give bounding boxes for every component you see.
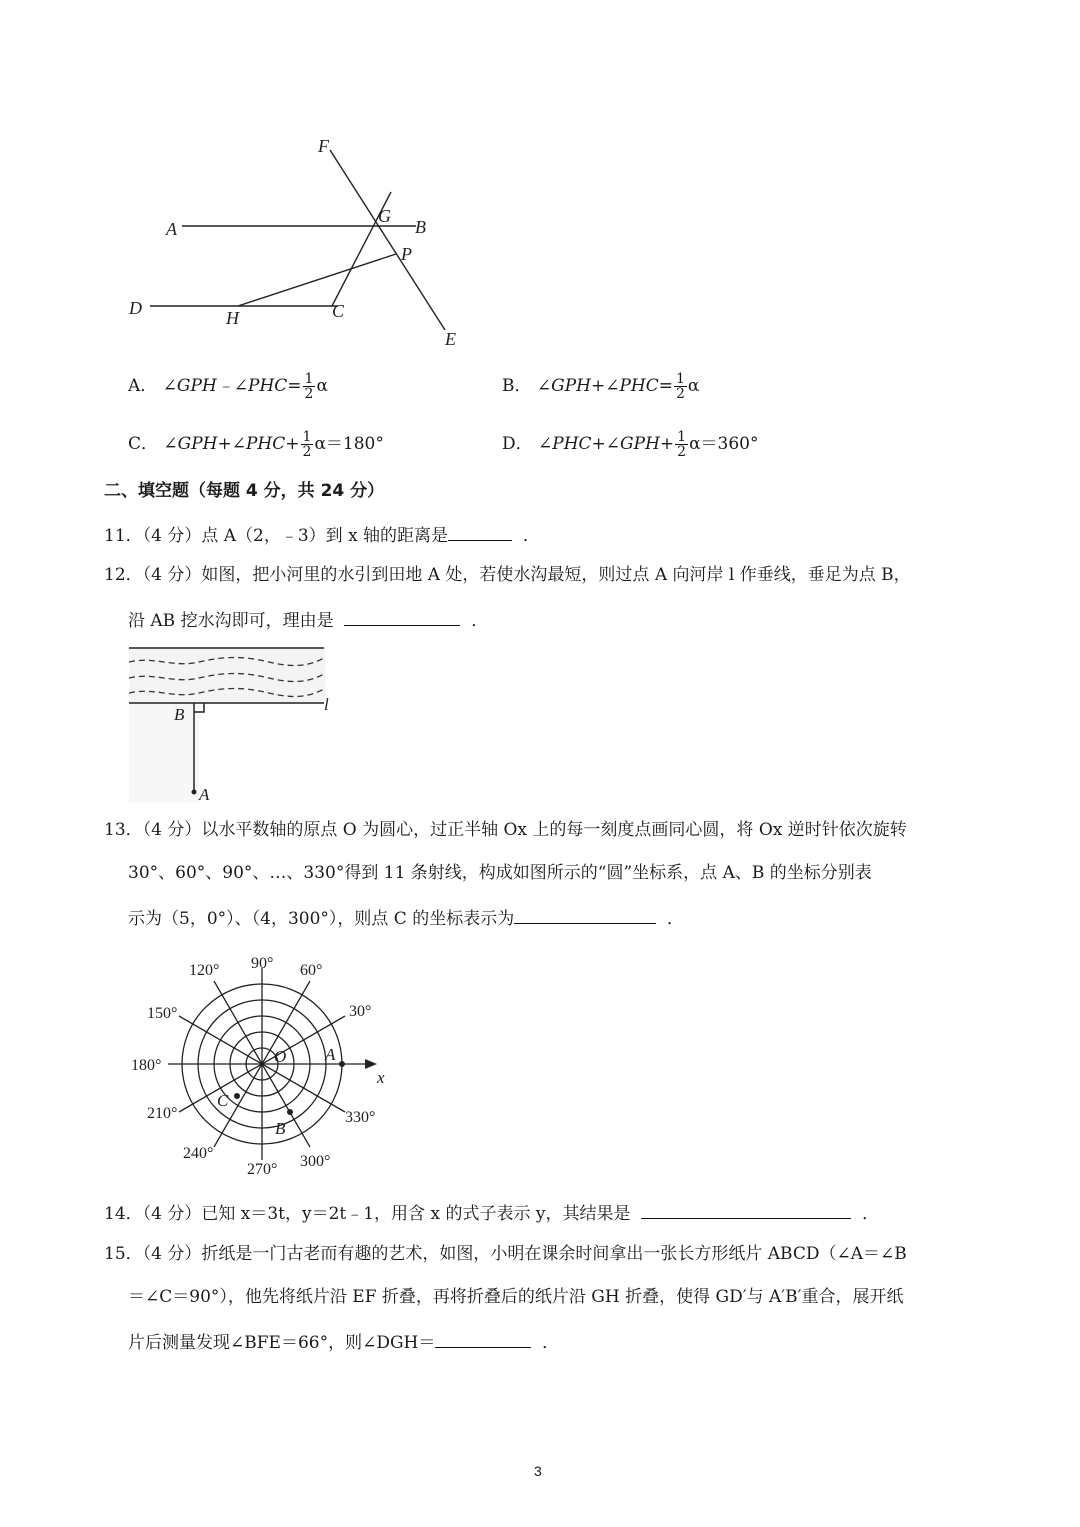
label-330: 330° (345, 1109, 376, 1126)
answer-blank[interactable] (641, 1200, 851, 1219)
choice-d-expr: ∠PHC+∠GPH+ (538, 434, 675, 454)
label-x: x (377, 1068, 385, 1087)
label-60: 60° (300, 962, 323, 979)
choice-a-expr: ∠GPH﹣∠PHC= (162, 376, 302, 396)
page-number: 3 (534, 1463, 542, 1479)
label-origin: O (274, 1047, 287, 1066)
label-h: H (226, 308, 239, 328)
label-g: G (378, 206, 391, 226)
label-c: C (332, 301, 345, 321)
section-heading: 二、填空题（每题 4 分，共 24 分） (104, 481, 385, 501)
line-fe (330, 150, 445, 330)
question-14: 14．（4 分）已知 x＝3t，y＝2t﹣1，用含 x 的式子表示 y，其结果是 ． (104, 1200, 879, 1225)
label-e: E (445, 329, 456, 349)
line-hp (238, 254, 396, 306)
label-270: 270° (247, 1161, 278, 1178)
choice-b-expr: ∠GPH+∠PHC= (536, 376, 673, 396)
figure-parallel-lines (120, 130, 480, 360)
choice-b: B． ∠GPH+∠PHC= $\frac{1}{2}$ α (502, 371, 700, 402)
label-b: B (275, 1119, 286, 1138)
answer-blank[interactable] (435, 1329, 531, 1348)
choice-c-expr: ∠GPH+∠PHC+ (163, 434, 300, 454)
question-12-line1: 12．（4 分）如图，把小河里的水引到田地 A 处，若使水沟最短，则过点 A 向河岸 l 作垂线，垂足为点 B， (104, 565, 911, 585)
label-90: 90° (251, 955, 274, 972)
choice-c: C． ∠GPH+∠PHC+ $\frac{1}{2}$ α＝180° (128, 429, 384, 460)
x-axis-arrow (365, 1059, 377, 1069)
fraction: $\frac{1}{2}$ (676, 371, 685, 402)
label-c: C (217, 1091, 229, 1110)
answer-blank[interactable] (448, 522, 512, 541)
label-f: F (318, 136, 329, 156)
point-b (287, 1109, 293, 1115)
question-15-line1: 15．（4 分）折纸是一门古老而有趣的艺术，如图，小明在课余时间拿出一张长方形纸片 ABCD（∠A＝∠B (104, 1244, 907, 1264)
figure-river (124, 640, 344, 810)
fraction: $\frac{1}{2}$ (302, 429, 312, 460)
label-30: 30° (349, 1003, 372, 1020)
label-a: A (199, 785, 210, 804)
question-13-line2: 30°、60°、90°、…、330°得到 11 条射线，构成如图所示的“圆”坐标系，点 A、B 的坐标分别表 (128, 863, 872, 883)
question-13-line1: 13．（4 分）以水平数轴的原点 O 为圆心，过正半轴 Ox 上的每一刻度点画同心圆，将 Ox 逆时针依次旋转 (104, 820, 907, 840)
answer-blank[interactable] (514, 905, 656, 924)
label-150: 150° (147, 1005, 178, 1022)
fraction: $\frac{1}{2}$ (677, 429, 687, 460)
label-240: 240° (183, 1145, 214, 1162)
question-15-line2: ＝∠C＝90°），他先将纸片沿 EF 折叠，再将折叠后的纸片沿 GH 折叠，使得 GD′与 A′B′重合，展开纸 (128, 1287, 904, 1307)
question-15-line3: 片后测量发现∠BFE＝66°，则∠DGH＝ ． (128, 1329, 559, 1354)
choice-a: A． ∠GPH﹣∠PHC= $\frac{1}{2}$ α (128, 371, 328, 402)
label-p: P (401, 244, 412, 264)
label-120: 120° (189, 962, 220, 979)
label-b: B (415, 217, 426, 237)
choice-d: D． ∠PHC+∠GPH+ $\frac{1}{2}$ α＝360° (502, 429, 759, 460)
point-a (192, 790, 197, 795)
question-12-line2: 沿 AB 挖水沟即可，理由是 ． (128, 607, 488, 632)
figure-polar-coordinates (125, 948, 405, 1178)
label-a: A (166, 219, 177, 239)
label-d: D (129, 298, 142, 318)
label-210: 210° (147, 1105, 178, 1122)
question-13-line3: 示为（5，0°）、（4，300°），则点 C 的坐标表示为 ． (128, 905, 684, 930)
point-a (339, 1061, 345, 1067)
answer-blank[interactable] (344, 607, 460, 626)
question-11: 11．（4 分）点 A（2，﹣3）到 x 轴的距离是 ． (104, 522, 540, 547)
fraction: $\frac{1}{2}$ (304, 371, 314, 402)
label-300: 300° (300, 1153, 331, 1170)
label-l: l (324, 695, 329, 714)
label-b: B (174, 705, 185, 724)
label-180: 180° (131, 1057, 162, 1074)
label-a: A (325, 1045, 336, 1064)
point-c (234, 1093, 240, 1099)
